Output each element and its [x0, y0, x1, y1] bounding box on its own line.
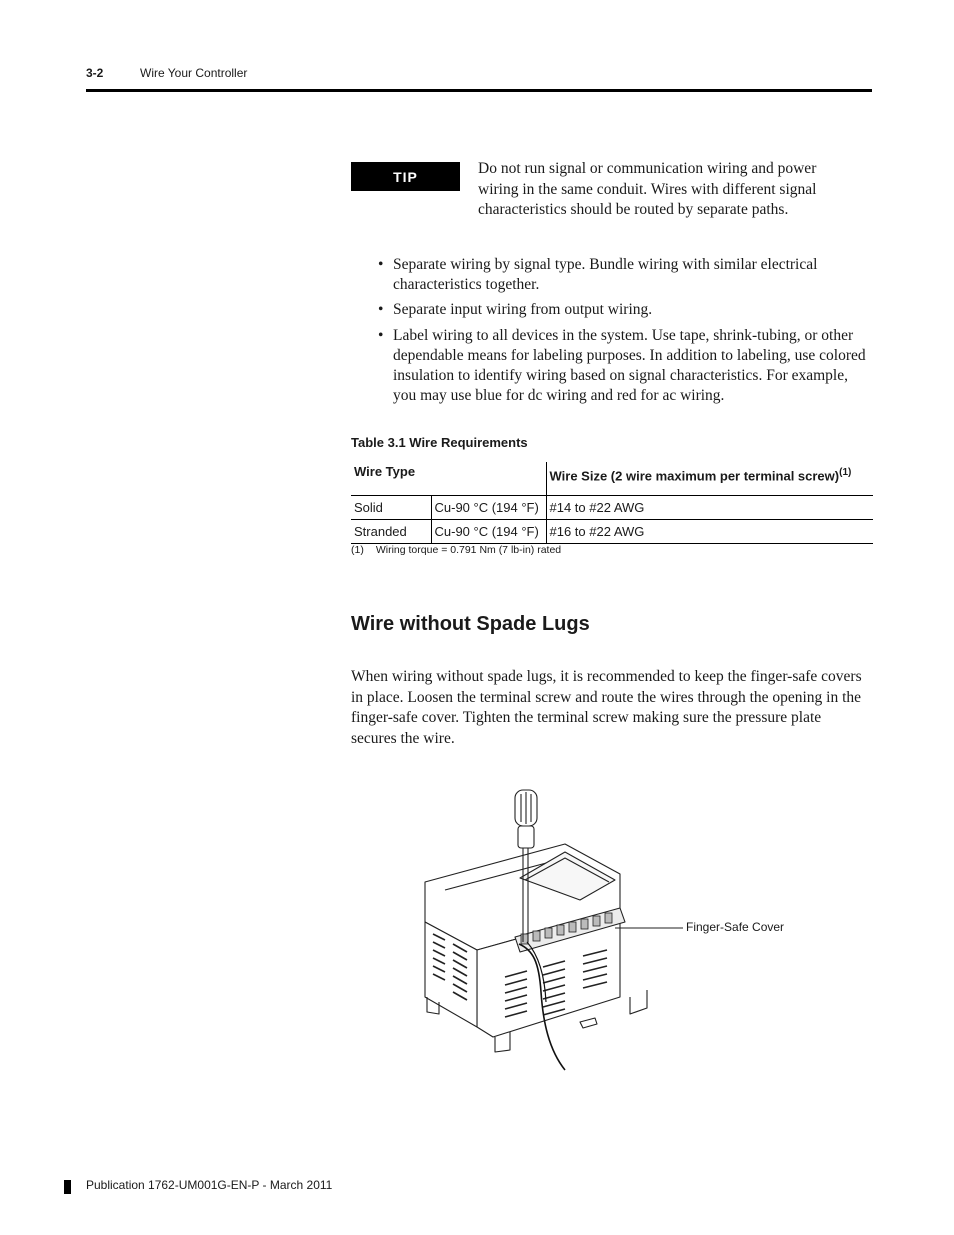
cell-wire-type: Stranded	[354, 524, 407, 539]
finger-safe-cover-label: Finger-Safe Cover	[686, 920, 785, 934]
footnote-mark: (1)	[351, 544, 364, 556]
footer-marker	[64, 1180, 71, 1194]
section-heading: Wire without Spade Lugs	[351, 613, 590, 635]
list-item-text: Separate input wiring from output wiring.	[393, 301, 653, 319]
bullet-glyph: •	[378, 301, 384, 319]
page-number: 3-2	[86, 66, 104, 80]
tip-text: Do not run signal or communication wiring and power wiring in the same conduit. Wires with different signal characteristics should be routed by separate paths.	[478, 160, 817, 218]
wire-requirements-table	[351, 462, 873, 544]
list-item-text: Label wiring to all devices in the system. Use tape, shrink-tubing, or other dependable means for labeling purposes. In addition to labeling, use colored insulation to identify wiring based on signal characteristics. For example, you may use blue for dc wiring and red for ac wiring.	[393, 326, 866, 405]
table-header-row	[351, 462, 873, 496]
table-row	[351, 520, 873, 544]
publication-info: Publication 1762-UM001G-EN-P - March 2011	[86, 1178, 333, 1192]
footnote-text: Wiring torque = 0.791 Nm (7 lb-in) rated	[375, 544, 562, 556]
table-row	[351, 496, 873, 520]
cell-wire-size: #14 to #22 AWG	[546, 496, 873, 520]
table-footnote	[351, 544, 561, 556]
header-wire-type: Wire Type	[354, 464, 416, 479]
chapter-title: Wire Your Controller	[140, 66, 248, 80]
list-item-text: Separate wiring by signal type. Bundle wiring with similar electrical characteristics together.	[393, 256, 818, 294]
cell-rating: Cu-90 °C (194 °F)	[431, 520, 546, 544]
header-rule	[86, 89, 872, 92]
header-wire-size-text: Wire Size (2 wire maximum per terminal screw)	[549, 468, 840, 484]
cell-wire-type: Solid	[354, 500, 383, 515]
guideline-list	[378, 255, 870, 411]
list-item	[378, 300, 870, 320]
controller-wiring-illustration	[415, 782, 705, 1077]
bullet-glyph: •	[378, 256, 384, 273]
footnote-reference: (1)	[839, 467, 852, 478]
bullet-glyph: •	[378, 326, 384, 344]
header-wire-size	[546, 462, 873, 496]
list-item	[378, 255, 870, 295]
cell-wire-size: #16 to #22 AWG	[546, 520, 873, 544]
tip-badge: TIP	[351, 162, 460, 191]
table-caption: Table 3.1 Wire Requirements	[351, 435, 528, 450]
cell-rating: Cu-90 °C (194 °F)	[431, 496, 546, 520]
list-item	[378, 326, 870, 407]
section-paragraph: When wiring without spade lugs, it is recommended to keep the finger-safe covers in place. Loosen the terminal screw and route the wires through the opening in the finger-safe cover. Tighten the terminal screw making sure the pressure plate secures the wire.	[351, 668, 862, 747]
